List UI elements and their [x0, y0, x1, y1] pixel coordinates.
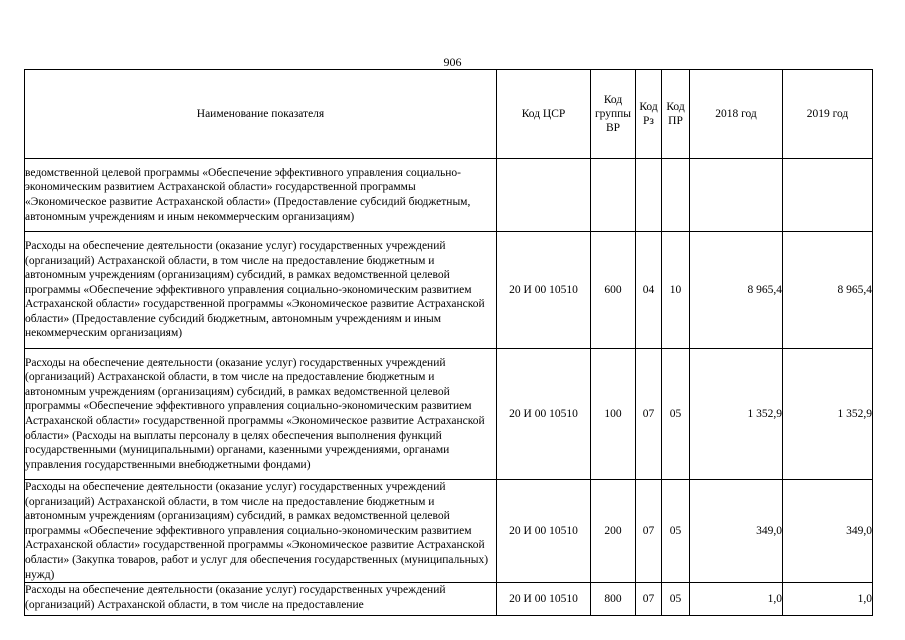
cell-pr: 05: [662, 480, 690, 583]
cell-name: ведомственной целевой программы «Обеспечение эффективного управления социально-экономическим развитием Астраханской области» государственной программы «Экономическое развитие Астраханской области» (Предоставление субсидий бюджетным, автономным учреждениям и иным некоммерческим организациям): [25, 159, 497, 232]
cell-pr: 05: [662, 349, 690, 480]
cell-vr: [591, 159, 636, 232]
cell-csr: 20 И 00 10510: [497, 349, 591, 480]
cell-rz: 07: [636, 349, 662, 480]
cell-rz: 04: [636, 232, 662, 349]
cell-pr: 05: [662, 583, 690, 616]
cell-2018: [690, 159, 783, 232]
budget-table: [24, 69, 873, 616]
table-row: [25, 159, 873, 232]
cell-pr: 10: [662, 232, 690, 349]
cell-csr: 20 И 00 10510: [497, 232, 591, 349]
cell-2019: 1 352,9: [783, 349, 873, 480]
table-header: [25, 70, 873, 159]
page-number: 906: [443, 55, 462, 69]
header-2019: 2019 год: [783, 70, 873, 159]
cell-2019: [783, 159, 873, 232]
cell-name: Расходы на обеспечение деятельности (оказание услуг) государственных учреждений (организаций) Астраханской области, в том числе на предоставление: [25, 583, 497, 616]
header-name: Наименование показателя: [25, 70, 497, 159]
table-row: [25, 349, 873, 480]
cell-rz: 07: [636, 583, 662, 616]
header-rz: Код Рз: [636, 70, 662, 159]
cell-name: Расходы на обеспечение деятельности (оказание услуг) государственных учреждений (организаций) Астраханской области, в том числе на предоставление бюджетным и автономным учреждениям (организациям) субсидий, в рамках ведомственной целевой программы «Обеспечение эффективного управления социально-экономическим развитием Астраханской области» государственной программы «Экономическое развитие Астраханской области» (Предоставление субсидий бюджетным, автономным учреждениям и иным некоммерческим организациям): [25, 232, 497, 349]
header-csr: Код ЦСР: [497, 70, 591, 159]
cell-vr: 200: [591, 480, 636, 583]
table-row: [25, 232, 873, 349]
cell-rz: [636, 159, 662, 232]
cell-2019: 349,0: [783, 480, 873, 583]
cell-csr: 20 И 00 10510: [497, 583, 591, 616]
header-2018: 2018 год: [690, 70, 783, 159]
cell-vr: 600: [591, 232, 636, 349]
cell-2019: 1,0: [783, 583, 873, 616]
header-vr: Код группы ВР: [591, 70, 636, 159]
cell-2019: 8 965,4: [783, 232, 873, 349]
header-pr: Код ПР: [662, 70, 690, 159]
table-row: [25, 480, 873, 583]
cell-name: Расходы на обеспечение деятельности (оказание услуг) государственных учреждений (организаций) Астраханской области, в том числе на предоставление бюджетным и автономным учреждениям (организациям) субсидий, в рамках ведомственной целевой программы «Обеспечение эффективного управления социально-экономическим развитием Астраханской области» государственной программы «Экономическое развитие Астраханской области» (Закупка товаров, работ и услуг для обеспечения государственных (муниципальных) нужд): [25, 480, 497, 583]
cell-rz: 07: [636, 480, 662, 583]
cell-name: Расходы на обеспечение деятельности (оказание услуг) государственных учреждений (организаций) Астраханской области, в том числе на предоставление бюджетным и автономным учреждениям (организациям) субсидий, в рамках ведомственной целевой программы «Обеспечение эффективного управления социально-экономическим развитием Астраханской области» государственной программы «Экономическое развитие Астраханской области» (Расходы на выплаты персоналу в целях обеспечения выполнения функций государственными (муниципальными) органами, казенными учреждениями, органами управления государственными внебюджетными фондами): [25, 349, 497, 480]
cell-2018: 1 352,9: [690, 349, 783, 480]
cell-vr: 800: [591, 583, 636, 616]
cell-vr: 100: [591, 349, 636, 480]
cell-2018: 1,0: [690, 583, 783, 616]
cell-2018: 8 965,4: [690, 232, 783, 349]
cell-csr: 20 И 00 10510: [497, 480, 591, 583]
table-row: [25, 583, 873, 616]
cell-2018: 349,0: [690, 480, 783, 583]
header-row: [25, 70, 873, 159]
cell-csr: [497, 159, 591, 232]
cell-pr: [662, 159, 690, 232]
